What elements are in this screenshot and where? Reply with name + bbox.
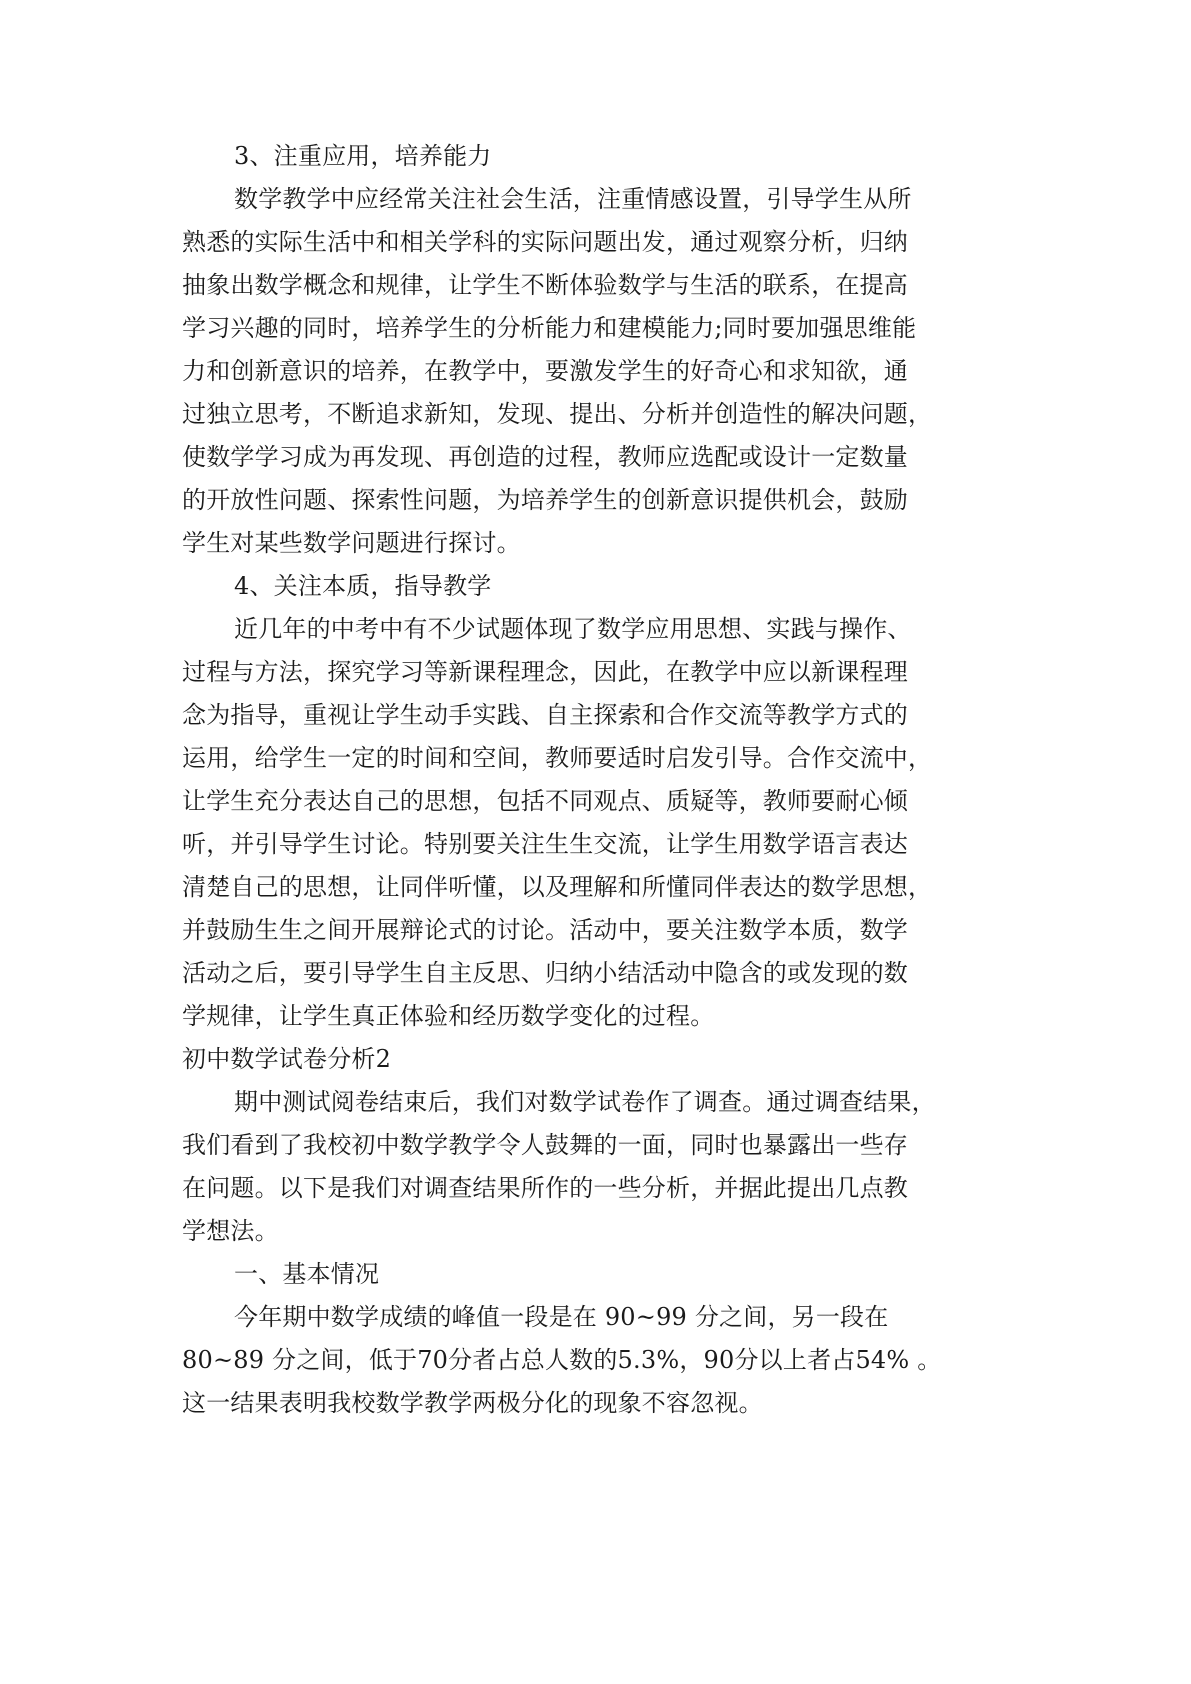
text-line: 4、关注本质，指导教学 [234,572,492,600]
text-line: 80~89 分之间，低于70分者占总人数的5.3%，90分以上者占54% 。 [182,1346,942,1374]
text-line: 熟悉的实际生活中和相关学科的实际问题出发，通过观察分析，归纳 [182,228,908,256]
text-line: 学生对某些数学问题进行探讨。 [182,529,521,557]
text-line: 今年期中数学成绩的峰值一段是在 90~99 分之间，另一段在 [234,1303,889,1331]
text-line: 力和创新意识的培养，在教学中，要激发学生的好奇心和求知欲，通 [182,357,908,385]
paragraph [182,608,1022,1038]
text-line: 使数学学习成为再发现、再创造的过程，教师应选配或设计一定数量 [182,443,908,471]
text-line: 听，并引导学生讨论。特别要关注生生交流，让学生用数学语言表达 [182,830,908,858]
text-line: 运用，给学生一定的时间和空间，教师要适时启发引导。合作交流中， [182,744,933,772]
text-line: 这一结果表明我校数学教学两极分化的现象不容忽视。 [182,1389,763,1417]
section-title [182,1038,1022,1081]
text-line: 初中数学试卷分析2 [182,1045,392,1073]
text-line: 的开放性问题、探索性问题，为培养学生的创新意识提供机会，鼓励 [182,486,908,514]
text-line: 并鼓励生生之间开展辩论式的讨论。活动中，要关注数学本质，数学 [182,916,908,944]
paragraph [182,178,1022,565]
text-line: 一、基本情况 [234,1260,380,1288]
section-heading [182,565,1022,608]
text-line: 学规律，让学生真正体验和经历数学变化的过程。 [182,1002,715,1030]
paragraph [182,1296,1022,1425]
text-line: 过独立思考，不断追求新知，发现、提出、分析并创造性的解决问题， [182,400,933,428]
document-page [182,135,1022,1425]
text-line: 活动之后，要引导学生自主反思、归纳小结活动中隐含的或发现的数 [182,959,908,987]
text-line: 期中测试阅卷结束后，我们对数学试卷作了调查。通过调查结果， [234,1088,936,1116]
section-heading [182,135,1022,178]
text-line: 学习兴趣的同时，培养学生的分析能力和建模能力;同时要加强思维能 [182,314,917,342]
text-line: 清楚自己的思想，让同伴听懂，以及理解和所懂同伴表达的数学思想， [182,873,933,901]
text-line: 念为指导，重视让学生动手实践、自主探索和合作交流等教学方式的 [182,701,908,729]
text-line: 抽象出数学概念和规律，让学生不断体验数学与生活的联系，在提高 [182,271,908,299]
text-line: 过程与方法，探究学习等新课程理念，因此，在教学中应以新课程理 [182,658,908,686]
text-line: 3、注重应用，培养能力 [234,142,492,170]
text-line: 学想法。 [182,1217,279,1245]
section-heading [182,1253,1022,1296]
text-line: 在问题。以下是我们对调查结果所作的一些分析，并据此提出几点教 [182,1174,908,1202]
text-line: 让学生充分表达自己的思想，包括不同观点、质疑等，教师要耐心倾 [182,787,908,815]
text-line: 近几年的中考中有不少试题体现了数学应用思想、实践与操作、 [234,615,912,643]
text-line: 我们看到了我校初中数学教学令人鼓舞的一面，同时也暴露出一些存 [182,1131,908,1159]
paragraph [182,1081,1022,1253]
text-line: 数学教学中应经常关注社会生活，注重情感设置，引导学生从所 [234,185,912,213]
